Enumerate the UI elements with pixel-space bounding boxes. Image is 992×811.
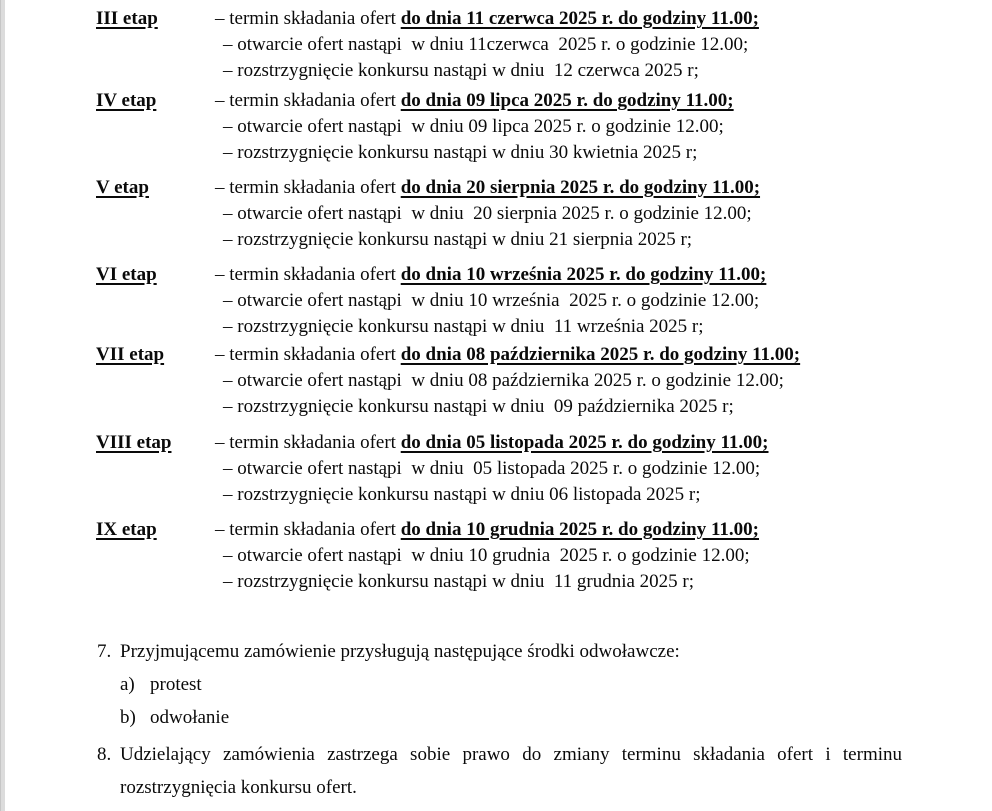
stage-line-resolve: – rozstrzygnięcie konkursu nastąpi w dniu 11 grudnia 2025 r; (223, 571, 695, 592)
item-7b (0, 701, 992, 734)
item-7b-label: b) (120, 707, 136, 728)
item-7-text: Przyjmującemu zamówienie przysługują następujące środki odwoławcze: (120, 641, 680, 662)
stage-line-term (215, 342, 992, 368)
stage-line-open: – otwarcie ofert nastąpi w dniu 05 listopada 2025 r. o godzinie 12.00; (223, 458, 761, 479)
stage-line-resolve: – rozstrzygnięcie konkursu nastąpi w dniu 11 września 2025 r; (223, 316, 704, 337)
stage-line-resolve: – rozstrzygnięcie konkursu nastąpi w dniu 21 sierpnia 2025 r; (223, 229, 693, 250)
term-deadline: do dnia 10 grudnia 2025 r. do godziny 11.00; (400, 519, 759, 540)
stage-line-term (215, 517, 992, 543)
stage-line-resolve: – rozstrzygnięcie konkursu nastąpi w dniu 12 czerwca 2025 r; (223, 60, 699, 81)
stage-label: IV etap (96, 90, 157, 111)
stage-line-open: – otwarcie ofert nastąpi w dniu 09 lipca 2025 r. o godzinie 12.00; (223, 116, 724, 137)
stage-line-open: – otwarcie ofert nastąpi w dniu 10 grudnia 2025 r. o godzinie 12.00; (223, 545, 750, 566)
stage-row-vii (0, 342, 992, 420)
term-prefix: – termin składania ofert (215, 519, 401, 540)
stage-line-open: – otwarcie ofert nastąpi w dniu 11czerwca 2025 r. o godzinie 12.00; (223, 34, 749, 55)
item-7b-text: odwołanie (150, 707, 230, 728)
stage-line-resolve: – rozstrzygnięcie konkursu nastąpi w dniu 09 października 2025 r; (223, 396, 734, 417)
stage-line-term (215, 88, 992, 114)
term-deadline: do dnia 08 października 2025 r. do godziny 11.00; (400, 344, 801, 365)
item-7a-label: a) (120, 674, 135, 695)
term-deadline: do dnia 20 sierpnia 2025 r. do godziny 11.00; (400, 177, 761, 198)
stage-line-open: – otwarcie ofert nastąpi w dniu 08 października 2025 r. o godzinie 12.00; (223, 370, 784, 391)
stage-line-term (215, 6, 992, 32)
item-8-text (120, 738, 992, 804)
item-7a (0, 668, 992, 701)
stage-label: III etap (96, 8, 158, 29)
item-8-number: 8. (97, 744, 112, 765)
stage-row-iii (0, 6, 992, 84)
stage-label: VII etap (96, 344, 165, 365)
term-prefix: – termin składania ofert (215, 177, 401, 198)
stage-line-term (215, 262, 992, 288)
item-7a-text: protest (150, 674, 202, 695)
stage-label: V etap (96, 177, 149, 198)
stage-row-ix (0, 517, 992, 595)
stage-line-open: – otwarcie ofert nastąpi w dniu 10 września 2025 r. o godzinie 12.00; (223, 290, 760, 311)
stage-label: VIII etap (96, 432, 172, 453)
item-8-line1: Udzielający zamówienia zastrzega sobie prawo do zmiany terminu składania ofert i terminu (120, 744, 902, 765)
stage-line-resolve: – rozstrzygnięcie konkursu nastąpi w dniu 30 kwietnia 2025 r; (223, 142, 698, 163)
term-prefix: – termin składania ofert (215, 264, 401, 285)
stage-line-term (215, 430, 992, 456)
term-prefix: – termin składania ofert (215, 432, 401, 453)
term-prefix: – termin składania ofert (215, 344, 401, 365)
stage-line-term (215, 175, 992, 201)
stage-row-viii (0, 430, 992, 508)
stage-label: VI etap (96, 264, 157, 285)
term-deadline: do dnia 05 listopada 2025 r. do godziny 11.00; (400, 432, 769, 453)
term-deadline: do dnia 10 września 2025 r. do godziny 11.00; (400, 264, 767, 285)
term-deadline: do dnia 09 lipca 2025 r. do godziny 11.00; (400, 90, 734, 111)
stage-label: IX etap (96, 519, 157, 540)
term-deadline: do dnia 11 czerwca 2025 r. do godziny 11.00; (400, 8, 759, 29)
term-prefix: – termin składania ofert (215, 90, 401, 111)
stage-line-resolve: – rozstrzygnięcie konkursu nastąpi w dniu 06 listopada 2025 r; (223, 484, 701, 505)
term-prefix: – termin składania ofert (215, 8, 401, 29)
stage-line-open: – otwarcie ofert nastąpi w dniu 20 sierpnia 2025 r. o godzinie 12.00; (223, 203, 752, 224)
stage-row-v (0, 175, 992, 253)
item-7-number: 7. (97, 641, 112, 662)
stage-row-iv (0, 88, 992, 166)
item-8 (0, 738, 992, 804)
stage-row-vi (0, 262, 992, 340)
numbered-items-section (0, 635, 992, 804)
item-7 (0, 635, 992, 668)
item-8-line2: rozstrzygnięcia konkursu ofert. (120, 777, 357, 798)
